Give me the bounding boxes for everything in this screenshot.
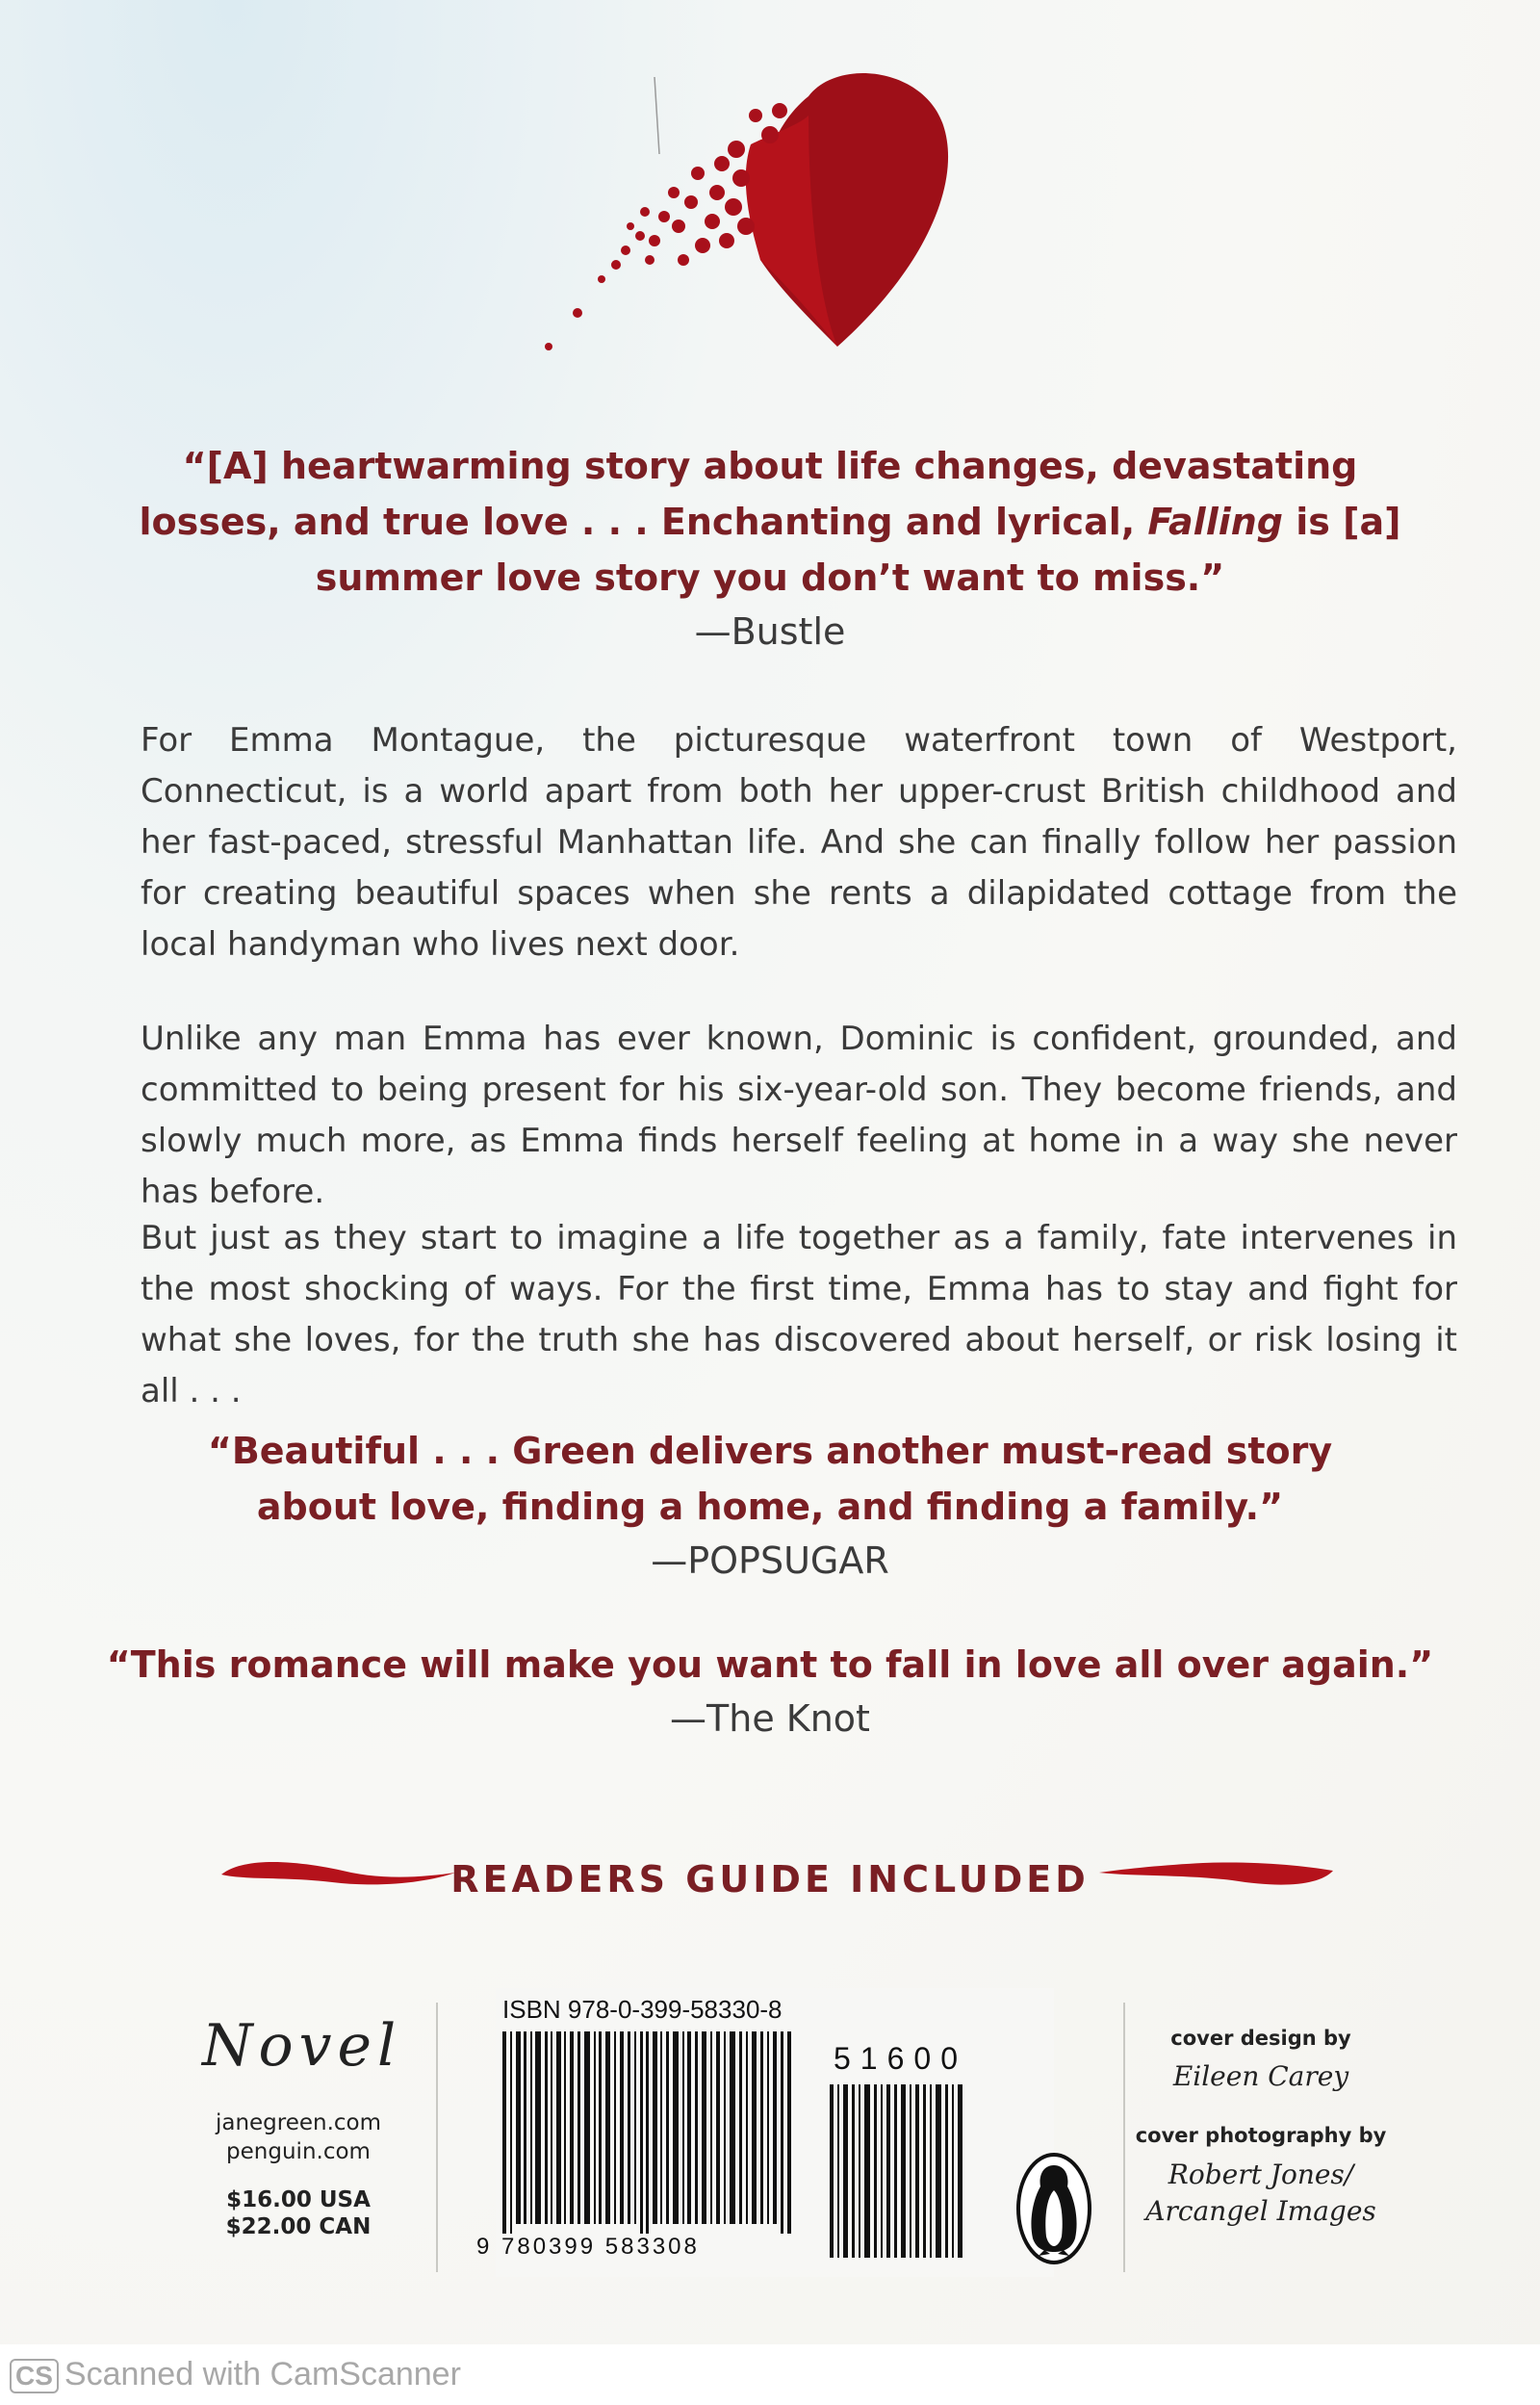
author-website: janegreen.com: [215, 2110, 382, 2135]
price-usa: $16.00 USA: [226, 2187, 371, 2212]
description-paragraph: For Emma Montague, the picturesque waterfront town of Westport, Connecticut, is a world apart from both her upper-crust British childhood and her fast-paced, stressful Manhattan life. And she can finally follow her passion for creating beautiful spaces when she rents a dilapidated cottage from the local handyman who lives next door.: [141, 721, 1457, 964]
price-can: $22.00 CAN: [225, 2214, 372, 2239]
quote-line: about love, finding a home, and finding a family.”: [256, 1486, 1284, 1528]
quote-attribution: —The Knot: [670, 1697, 870, 1740]
camscanner-badge: CS: [10, 2359, 59, 2393]
camscanner-text: Scanned with CamScanner: [64, 2356, 461, 2392]
divider: [436, 2003, 438, 2272]
quote-line: summer love story you don’t want to miss.”: [315, 556, 1225, 599]
quote-line: “This romance will make you want to fall in love all over again.”: [106, 1643, 1434, 1686]
book-title-italic: Falling: [1147, 501, 1283, 543]
readers-guide-banner: READERS GUIDE INCLUDED: [450, 1858, 1090, 1901]
isbn-barcode-number: 9 780399 583308: [476, 2234, 700, 2260]
cover-design-label: cover design by: [1170, 2027, 1351, 2050]
quote-attribution: —POPSUGAR: [651, 1539, 889, 1582]
camscanner-watermark: [10, 2356, 461, 2393]
the-knot-quote: [0, 1637, 1540, 1745]
quote-text: losses, and true love . . . Enchanting and lyrical,: [139, 501, 1148, 543]
popsugar-quote: [0, 1423, 1540, 1587]
price-barcode: [830, 2084, 974, 2258]
cover-photography-label: cover photography by: [1135, 2124, 1387, 2147]
publisher-website: penguin.com: [226, 2139, 371, 2164]
penguin-logo-icon: [1015, 2152, 1092, 2265]
right-swoosh-decoration: [1097, 1853, 1338, 1892]
back-cover-footer: [0, 1983, 1540, 2291]
novel-script-label: Novel: [202, 2012, 402, 2080]
quote-line: “Beautiful . . . Green delivers another must-read story: [207, 1430, 1333, 1472]
description-paragraph: Unlike any man Emma has ever known, Dominic is confident, grounded, and committed to being present for his six-year-old son. They become friends, and slowly much more, as Emma finds herself feeling at home in a way she never has before.: [141, 1020, 1457, 1211]
quote-attribution: —Bustle: [694, 610, 846, 653]
cover-designer-name: Eileen Carey: [1172, 2060, 1349, 2092]
divider: [1123, 2003, 1125, 2272]
cover-photographer-name: Robert Jones/: [1168, 2159, 1354, 2190]
isbn-barcode: [502, 2031, 801, 2234]
quote-text: is [a]: [1283, 501, 1401, 543]
isbn-text: ISBN 978-0-399-58330-8: [502, 1995, 783, 2024]
price-code: 51600: [834, 2041, 967, 2076]
cover-photographer-agency: Arcangel Images: [1145, 2195, 1376, 2227]
petal-heart-illustration: [520, 58, 982, 375]
bustle-quote: [0, 438, 1540, 658]
quote-line: [0, 494, 1540, 550]
description-paragraph: But just as they start to imagine a life together as a family, fate intervenes in the most shocking of ways. For the first time, Emma has to stay and fight for what she loves, for the truth she has discovered about herself, or risk losing it all . . .: [141, 1219, 1457, 1410]
quote-line: “[A] heartwarming story about life changes, devastating: [182, 445, 1358, 487]
